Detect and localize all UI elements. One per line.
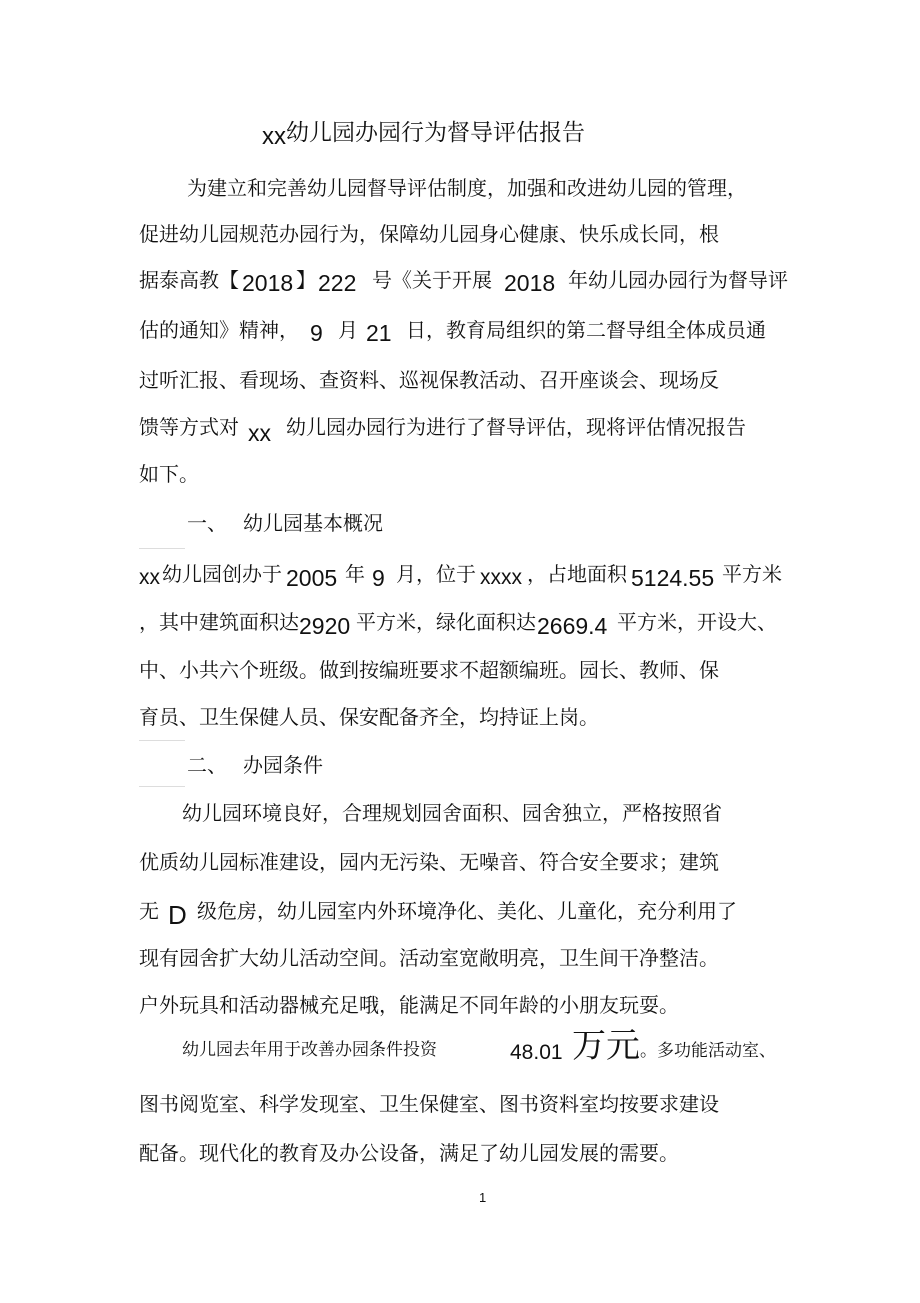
- divider: [139, 548, 185, 549]
- s2-line-2: 优质幼儿园标准建设，园内无污染、无噪音、符合安全要求；建筑: [139, 850, 719, 874]
- intro-line-7: 如下。: [139, 462, 199, 486]
- s1-line-1e: 9: [372, 565, 385, 591]
- s1-line-2b: 2920: [299, 613, 351, 639]
- s2-line-6a: 幼儿园去年用于改善办园条件投资: [182, 1040, 437, 1060]
- s2-line-3a: 无: [139, 899, 159, 923]
- s1-line-3: 中、小共六个班级。做到按编班要求不超额编班。园长、教师、保: [139, 658, 719, 682]
- title-text: 幼儿园办园行为督导评估报告: [286, 120, 585, 146]
- s2-line-3b: D: [168, 900, 187, 930]
- intro-line-5: 过听汇报、看现场、查资料、巡视保教活动、召开座谈会、现场反: [139, 368, 719, 392]
- s2-line-5: 户外玩具和活动器械充足哦，能满足不同年龄的小朋友玩耍。: [139, 993, 679, 1017]
- intro-line-3a: 据泰高教【: [139, 268, 239, 292]
- s2-line-8: 配备。现代化的教育及办公设备，满足了幼儿园发展的需要。: [139, 1141, 679, 1165]
- s2-line-6c: 万元: [572, 1026, 640, 1066]
- s1-line-1d: 年: [345, 562, 365, 586]
- page-number: 1: [479, 1190, 487, 1205]
- intro-line-4a: 估的通知》精神，: [139, 318, 299, 342]
- s1-line-2e: 平方米，开设大、: [617, 610, 777, 634]
- s2-line-7: 图书阅览室、科学发现室、卫生保健室、图书资料室均按要求建设: [139, 1092, 719, 1116]
- s1-line-1g: xxxx: [480, 566, 522, 589]
- s1-line-1c: 2005: [286, 565, 338, 591]
- intro-line-4b: 9: [310, 320, 323, 346]
- intro-line-6c: 幼儿园办园行为进行了督导评估，现将评估情况报告: [286, 415, 746, 439]
- intro-line-3e: 号《关于开展: [372, 268, 492, 292]
- section-2-number: 二、: [187, 753, 227, 777]
- section-2-heading: 办园条件: [243, 753, 323, 777]
- intro-line-3f: 2018: [504, 270, 556, 296]
- divider: [139, 786, 185, 787]
- s1-line-4: 育员、卫生保健人员、保安配备齐全，均持证上岗。: [139, 705, 599, 729]
- section-1-number: 一、: [187, 511, 227, 535]
- s1-line-2c: 平方米，绿化面积达: [356, 610, 536, 634]
- divider: [139, 740, 185, 741]
- s1-line-1b: 幼儿园创办于: [162, 562, 282, 586]
- s1-line-1h: ，占地面积: [527, 562, 627, 586]
- intro-line-2: 促进幼儿园规范办园行为，保障幼儿园身心健康、快乐成长同，根: [139, 222, 719, 246]
- s2-line-1: 幼儿园环境良好，合理规划园舍面积、园舍独立，严格按照省: [182, 801, 722, 825]
- s2-line-3c: 级危房，幼儿园室内外环境净化、美化、儿童化，充分利用了: [197, 899, 737, 923]
- s1-line-2a: ，其中建筑面积达: [139, 610, 299, 634]
- intro-line-6b: xx: [248, 420, 271, 446]
- s2-line-6b: 48.01: [510, 1041, 563, 1064]
- title-prefix: xx: [262, 123, 286, 150]
- intro-line-4d: 21: [366, 320, 392, 346]
- intro-line-3d: 222: [318, 270, 357, 296]
- intro-line-1: 为建立和完善幼儿园督导评估制度，加强和改进幼儿园的管理，: [187, 176, 747, 200]
- s1-line-1i: 5124.55: [631, 565, 715, 591]
- intro-line-3b: 2018: [242, 270, 294, 296]
- intro-line-4e: 日，教育局组织的第二督导组全体成员通: [406, 318, 766, 342]
- s1-line-1f: 月，位于: [396, 562, 476, 586]
- intro-line-4c: 月: [338, 318, 358, 342]
- s1-line-1a: xx: [139, 566, 160, 589]
- intro-line-3c: 】: [296, 268, 316, 292]
- s1-line-1j: 平方米: [722, 562, 782, 586]
- s2-line-4: 现有园舍扩大幼儿活动空间。活动室宽敞明亮，卫生间干净整洁。: [139, 946, 719, 970]
- intro-line-6a: 馈等方式对: [139, 415, 239, 439]
- section-1-heading: 幼儿园基本概况: [243, 511, 383, 535]
- intro-line-3g: 年幼儿园办园行为督导评: [568, 268, 788, 292]
- s2-line-6d: 。多功能活动室、: [640, 1041, 776, 1061]
- s1-line-2d: 2669.4: [537, 613, 608, 639]
- document-title: [262, 118, 585, 148]
